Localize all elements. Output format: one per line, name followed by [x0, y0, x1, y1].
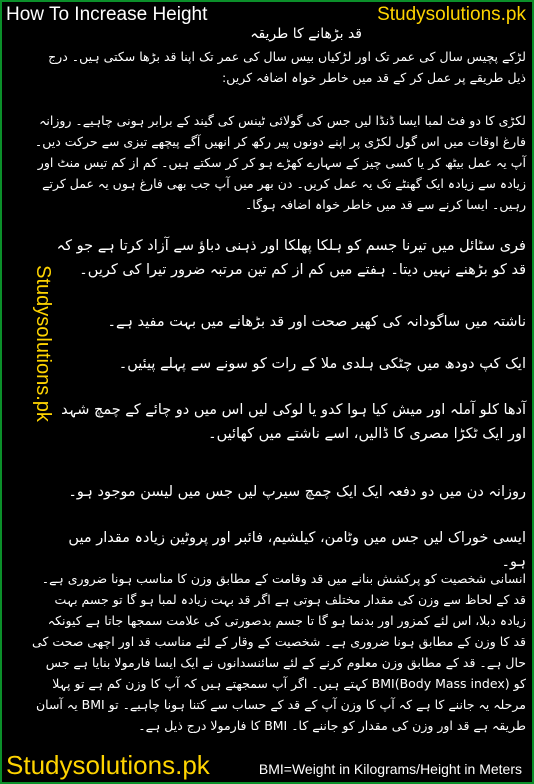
side-watermark: Studysolutions.pk — [31, 265, 54, 422]
paragraph-amla: آدھا کلو آملہ اور میش کیا ہوا کدو یا لوکی لیں اس میں دو چائے کے چمچ شہد اور ایک ٹکڑا مصری کا ڈالیں، اسے ناشتے میں کھائیں۔ — [61, 402, 526, 442]
paragraph-stick-exercise: لکڑی کا دو فٹ لمبا ایسا ڈنڈا لیں جس کی گولائی ٹینس کی گیند کے برابر ہونی چاہیے۔ روزانہ فارغ اوقات میں اس گول لکڑی پر اپنے دونوں پیر رکھ کر انھیں آگے پیچھے تیزی سے حرکت دیں۔ آپ یہ عمل بیٹھ کر یا کسی چیز کے سہارے کھڑے ہو کر کر سکتے ہیں۔ کم از کم تیس منٹ اور زیادہ سے زیادہ ایک گھنٹے تک یہ عمل کریں۔ دن بھر میں آپ جب بھی فارغ ہوں یہ عمل کرتے رہیں۔ ایسا کرنے سے قد میں خاطر خواہ اضافہ ہوگا۔ — [34, 113, 526, 212]
paragraph-sago: ناشتہ میں ساگودانہ کی کھیر صحت اور قد بڑھانے میں بہت مفید ہے۔ — [107, 314, 526, 330]
bottom-watermark: Studysolutions.pk — [6, 750, 210, 780]
paragraph-bmi: انسانی شخصیت کو پرکشش بنانے میں قد وقامت کے مطابق وزن کا مناسب ہونا ضروری ہے۔ قد کے لحاظ سے وزن کی مقدار مختلف ہوتی ہے اگر قد بہت زیادہ لمبا ہو گا تو جسم بہت زیادہ دبلا، اس لئے کمزور اور بدنما ہو گا تا جسم بدصورتی کی علامت سمجھا جاتا ہے کیونکہ قد کا وزن کے مطابق ہونا ضروری ہے۔ شخصیت کے وقار کے لئے مناسب قد اور اچھی صحت کی حال ہے۔ قد کے مطابق وزن معلوم کرنے کے لئے سائنسدانوں نے ایک ایسا فارمولا بنایا ہے جس کو (BMI(Body Mass index کہتے ہیں۔ اگر آپ سمجھتے ہیں کہ آپ کا وزن کم ہے تو پہلا مرحلہ یہ جاننے کا ہے کہ آپ کا وزن آپ کے قد کے حساب سے کتنا ہونا چاہیے۔ تو BMI یہ آسان طریقہ ہے قد اور وزن کی مقدار کو جاننے کا۔ BMI کا فارمولا درج ذیل ہے۔ — [32, 571, 526, 733]
bmi-formula: BMI=Weight in Kilograms/Height in Meters — [258, 761, 522, 777]
paragraph-intro: لڑکے پچیس سال کی عمر تک اور لڑکیاں بیس سال کی عمر تک اپنا قد بڑھا سکتی ہیں۔ درج ذیل طریقے پر عمل کر کے قد میں خاطر خواہ اضافہ کریں: — [48, 49, 526, 85]
paragraph-swimming: فری سٹائل میں تیرنا جسم کو ہلکا پھلکا اور ذہنی دباؤ سے آزاد کرتا ہے جو کہ قد کو بڑھنے نہیں دیتا۔ ہفتے میں کم از کم تین مرتبہ ضرور تیرا کی کریں۔ — [56, 238, 526, 278]
paragraph-diet: ایسی خوراک لیں جس میں وٹامن، کیلشیم، فائبر اور پروٹین زیادہ مقدار میں ہو۔ — [68, 530, 526, 570]
section-title: قد بڑھانے کا طریقہ — [250, 26, 362, 42]
page-title: How To Increase Height — [6, 4, 208, 25]
paragraph-turmeric-milk: ایک کپ دودھ میں چٹکی ہلدی ملا کے رات کو سونے سے پہلے پیئیں۔ — [118, 356, 526, 372]
paragraph-syrup: روزانہ دن میں دو دفعہ ایک ایک چمچ سیرپ لیں جس میں لیسن موجود ہو۔ — [68, 484, 526, 500]
brand-label: Studysolutions.pk — [377, 4, 526, 25]
